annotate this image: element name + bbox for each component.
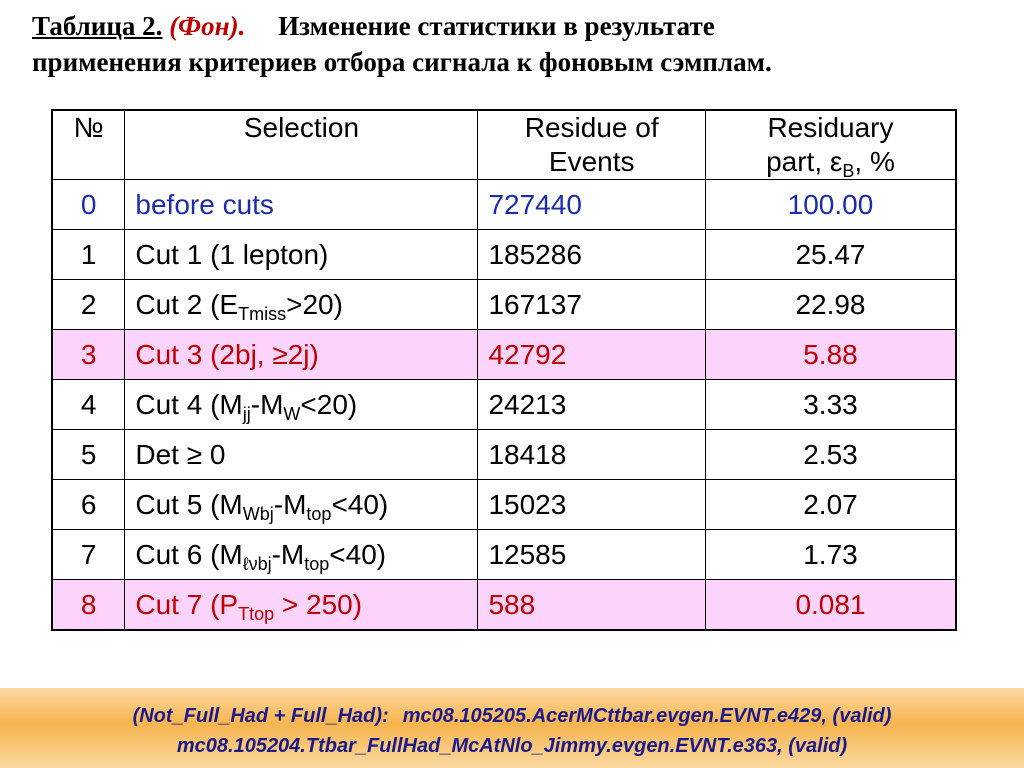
slide-title — [32, 8, 1012, 80]
statistics-table — [51, 109, 957, 631]
selection-subscript-2: W — [283, 403, 301, 424]
selection-subscript: Ttop — [238, 603, 275, 624]
row-selection — [125, 230, 478, 280]
row-residuary-part: 100.00 — [705, 180, 956, 230]
footer-banner — [0, 688, 1024, 768]
selection-text-mid: -M — [271, 538, 305, 570]
table-row — [52, 230, 956, 280]
row-events: 42792 — [478, 330, 706, 380]
table-row — [52, 280, 956, 330]
row-number: 8 — [52, 580, 125, 631]
row-number: 1 — [52, 230, 125, 280]
row-events: 185286 — [478, 230, 706, 280]
row-residuary-part: 22.98 — [705, 280, 956, 330]
selection-subscript-2: top — [306, 503, 332, 524]
selection-subscript: ℓνbj — [242, 553, 272, 574]
row-number: 2 — [52, 280, 125, 330]
footer-dataset-2: mc08.105204.Ttbar_FullHad_McAtNlo_Jimmy.evgen.EVNT.e363, (valid) — [176, 735, 848, 757]
header-part-line-2 — [716, 145, 945, 179]
selection-subscript: Tmiss — [238, 303, 287, 324]
row-residuary-part: 3.33 — [705, 380, 956, 430]
selection-text: Cut 7 (P — [135, 588, 239, 620]
footer-line-1 — [0, 705, 1024, 728]
epsilon-symbol: ε — [829, 146, 843, 177]
selection-text-end: <40) — [331, 488, 389, 520]
table-row — [52, 330, 956, 380]
title-text-2: применения критериев отбора сигнала к фоновым сэмплам. — [32, 47, 772, 77]
row-residuary-part: 0.081 — [705, 580, 956, 631]
table-row — [52, 430, 956, 480]
row-residuary-part: 5.88 — [705, 330, 956, 380]
header-residue — [478, 110, 706, 180]
row-selection — [125, 480, 478, 530]
table-row — [52, 580, 956, 631]
header-residue-line-1: Residue of — [524, 112, 659, 143]
row-selection — [125, 430, 478, 480]
footer-dataset-1: mc08.105205.AcerMCttbar.evgen.EVNT.e429, (valid) — [402, 705, 892, 727]
selection-subscript: Wbj — [242, 503, 274, 524]
row-selection — [125, 530, 478, 580]
table-row — [52, 180, 956, 230]
selection-text: Cut 3 (2bj, ≥2j) — [135, 338, 319, 370]
selection-text: Cut 2 (E — [135, 288, 239, 320]
row-events: 727440 — [478, 180, 706, 230]
selection-text-end: <20) — [300, 388, 358, 420]
row-events: 167137 — [478, 280, 706, 330]
row-number: 6 — [52, 480, 125, 530]
table-row — [52, 480, 956, 530]
row-events: 12585 — [478, 530, 706, 580]
selection-text-mid: -M — [250, 388, 284, 420]
row-number: 3 — [52, 330, 125, 380]
selection-subscript: jj — [242, 403, 251, 424]
row-number: 0 — [52, 180, 125, 230]
row-events: 24213 — [478, 380, 706, 430]
row-selection — [125, 280, 478, 330]
row-number: 5 — [52, 430, 125, 480]
row-residuary-part: 2.07 — [705, 480, 956, 530]
selection-subscript-2: top — [304, 553, 330, 574]
header-num: № — [52, 110, 125, 180]
selection-text-end: <40) — [329, 538, 387, 570]
header-residue-line-2: Events — [548, 146, 635, 177]
row-events: 588 — [478, 580, 706, 631]
table-label: Таблица 2. — [32, 11, 163, 41]
row-selection: before cuts — [125, 180, 478, 230]
row-selection — [125, 380, 478, 430]
table-tag: (Фон). — [169, 11, 246, 41]
row-residuary-part: 25.47 — [705, 230, 956, 280]
header-part-unit: , % — [854, 146, 895, 177]
row-selection — [125, 330, 478, 380]
selection-text: Cut 6 (M — [135, 538, 243, 570]
row-number: 4 — [52, 380, 125, 430]
selection-text: Cut 5 (M — [135, 488, 243, 520]
row-residuary-part: 2.53 — [705, 430, 956, 480]
selection-text: Det ≥ 0 — [135, 438, 226, 470]
header-selection: Selection — [125, 110, 478, 180]
selection-text-mid: -M — [273, 488, 307, 520]
title-text-1: Изменение статистики в результате — [278, 11, 715, 41]
header-part-line-1: Residuary — [767, 112, 894, 143]
title-line-1 — [32, 8, 1012, 44]
row-number: 7 — [52, 530, 125, 580]
row-events: 18418 — [478, 430, 706, 480]
row-events: 15023 — [478, 480, 706, 530]
footer-prefix: (Not_Full_Had + Full_Had): — [132, 705, 389, 727]
table-header-row — [52, 110, 956, 180]
selection-text-end: >20) — [286, 288, 343, 320]
epsilon-subscript: B — [842, 161, 855, 181]
header-part — [705, 110, 956, 180]
selection-text-end: > 250) — [274, 588, 363, 620]
table-row — [52, 530, 956, 580]
row-selection — [125, 580, 478, 631]
header-part-text: part, — [766, 146, 830, 177]
selection-text: Cut 4 (M — [135, 388, 243, 420]
row-residuary-part: 1.73 — [705, 530, 956, 580]
selection-text: Cut 1 (1 lepton) — [135, 238, 329, 270]
table-row — [52, 380, 956, 430]
